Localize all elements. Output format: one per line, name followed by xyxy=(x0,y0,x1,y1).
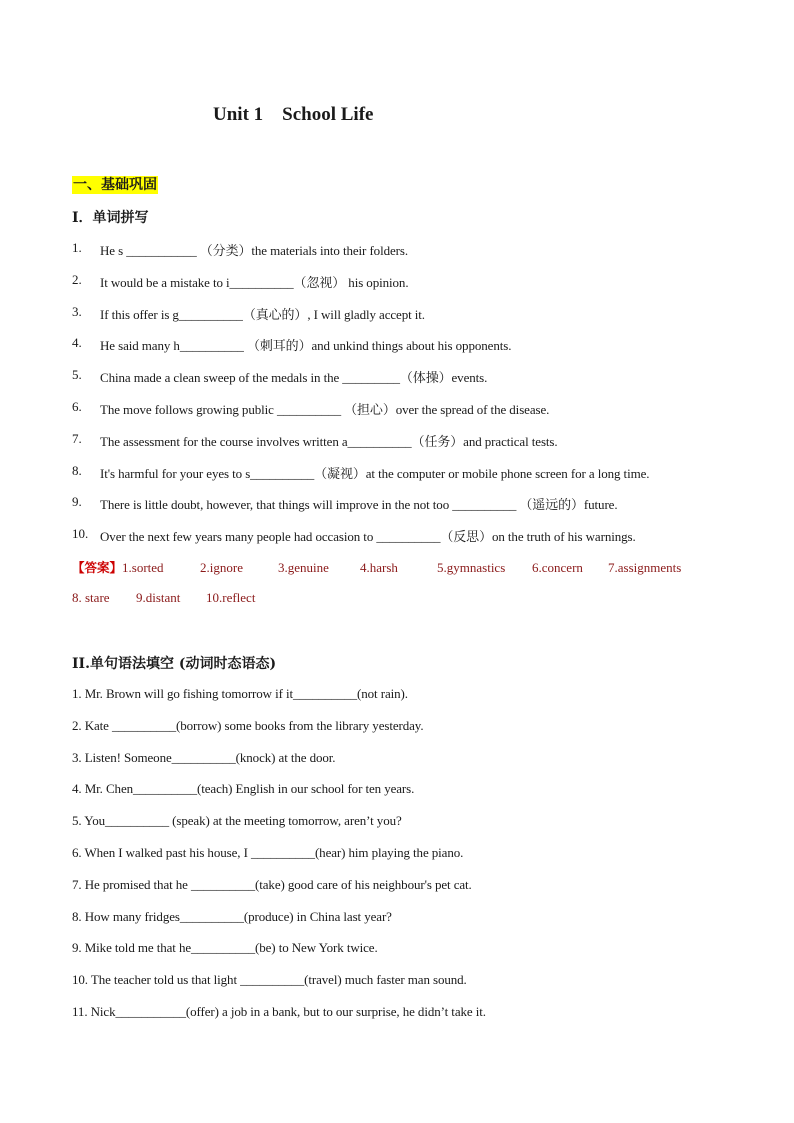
question-number: 4. xyxy=(72,335,82,351)
question-number: 9. xyxy=(72,494,82,510)
question-text: It would be a mistake to i__________（忽视） his opinion. xyxy=(100,274,409,290)
question-item: 2. Kate __________(borrow) some books from the library yesterday. xyxy=(72,717,424,733)
question-text: He s ___________ （分类）the materials into their folders. xyxy=(100,243,408,258)
question-item: 11. Nick___________(offer) a job in a bank, but to our surprise, he didn’t take it. xyxy=(72,1003,486,1019)
question-item: 6. When I walked past his house, I __________(hear) him playing the piano. xyxy=(72,844,464,860)
question-item xyxy=(72,463,752,495)
question-item xyxy=(72,399,752,431)
question-item: 9. Mike told me that he__________(be) to New York twice. xyxy=(72,940,378,956)
question-item xyxy=(72,304,752,336)
question-number: 10. xyxy=(72,526,89,542)
question-item: 10. The teacher told us that light __________(travel) much faster man sound. xyxy=(72,972,467,988)
question-number: 8. xyxy=(72,462,82,478)
part2-question-list xyxy=(72,686,752,1036)
question-text: There is little doubt, however, that things will improve in the not too __________ （遥远的）future. xyxy=(100,497,618,513)
answer-item: 7.assignments xyxy=(608,560,682,575)
question-item xyxy=(72,431,752,463)
question-item: 3. Listen! Someone__________(knock) at the door. xyxy=(72,749,336,765)
question-item: 4. Mr. Chen__________(teach) English in our school for ten years. xyxy=(72,781,415,797)
question-number: 3. xyxy=(72,303,82,319)
answer-row xyxy=(72,590,752,622)
answer-label: 【答案】 xyxy=(72,560,123,575)
question-text: China made a clean sweep of the medals in the _________（体操）events. xyxy=(100,370,488,386)
answer-key xyxy=(72,558,752,622)
question-item xyxy=(72,272,752,304)
page-title: Unit 1 School Life xyxy=(213,104,374,125)
question-text: He said many h__________ （刺耳的）and unkind things about his opponents. xyxy=(100,338,512,354)
part1-heading: I．单词拼写 xyxy=(72,210,149,226)
answer-item: 9.distant xyxy=(136,590,181,605)
question-number: 1. xyxy=(72,240,82,255)
question-item xyxy=(72,494,752,526)
answer-item: 1.sorted xyxy=(122,560,164,575)
part2-heading: II.单句语法填空 (动词时态语态) xyxy=(72,656,277,672)
question-item: 1. Mr. Brown will go fishing tomorrow if it__________(not rain). xyxy=(72,686,408,701)
question-number: 7. xyxy=(72,430,82,446)
question-text: Over the next few years many people had occasion to __________（反思）on the truth of his warnings. xyxy=(100,529,636,545)
question-item xyxy=(72,335,752,367)
answer-row xyxy=(72,558,752,590)
question-text: It's harmful for your eyes to s__________（凝视）at the computer or mobile phone screen for a long time. xyxy=(100,465,650,481)
question-number: 2. xyxy=(72,271,82,287)
question-item xyxy=(72,367,752,399)
question-text: If this offer is g__________（真心的）, I will gladly accept it. xyxy=(100,306,425,322)
question-number: 6. xyxy=(72,398,82,414)
section-heading: 一、基础巩固 xyxy=(73,177,157,193)
part1-question-list xyxy=(72,240,752,558)
answer-item: 6.concern xyxy=(532,560,583,575)
question-item: 5. You__________ (speak) at the meeting tomorrow, aren’t you? xyxy=(72,813,402,829)
question-item: 7. He promised that he __________(take) good care of his neighbour's pet cat. xyxy=(72,876,472,892)
answer-item: 10.reflect xyxy=(206,590,256,605)
answer-item: 8. stare xyxy=(72,590,110,605)
question-number: 5. xyxy=(72,367,82,383)
answer-item: 5.gymnastics xyxy=(437,560,506,575)
question-text: The move follows growing public __________ （担心）over the spread of the disease. xyxy=(100,401,550,417)
answer-item: 2.ignore xyxy=(200,560,243,575)
answer-item: 3.genuine xyxy=(278,560,329,575)
question-text: The assessment for the course involves written a__________（任务）and practical tests. xyxy=(100,433,558,449)
question-item: 8. How many fridges__________(produce) in China last year? xyxy=(72,908,392,924)
question-item xyxy=(72,240,752,272)
question-item xyxy=(72,526,752,558)
answer-item: 4.harsh xyxy=(360,560,398,575)
